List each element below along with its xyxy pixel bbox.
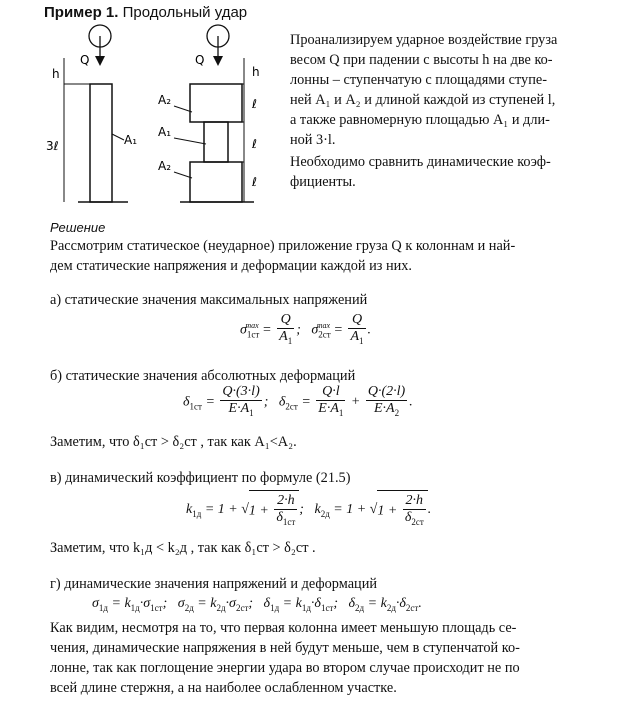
section-b-note: Заметим, что δ₁ст > δ₂ст , так как A₁<A₂. <box>50 434 297 450</box>
solution-line: Рассмотрим статическое (неударное) приложение груза Q к колоннам и най- <box>50 238 516 254</box>
conclusion-line: чения, динамические напряжения в ней будут меньше, чем в ступенчатой ко- <box>50 640 520 656</box>
step-bottom <box>190 162 242 202</box>
intro-line: ней A₁ и A₂ и длиной каждой из ступеней l, <box>290 92 556 108</box>
intro-task-line: Необходимо сравнить динамические коэф- <box>290 154 551 170</box>
intro-line: а также равномерную площадью A₁ и дли- <box>290 112 550 128</box>
section-c-label: в) динамический коэффициент по формуле (21.5) <box>50 470 351 486</box>
formula-d: $\sigma_{1д} = k_{1д}\cdot\sigma_{1ст}$; $\sigma_{2д} = k_{2д}\cdot\sigma_{2ст}$; $\delta_{1д} = k_{1д}\cdot\delta_{1ст}$; $\delta_{2д} = k_{2д}\cdot\delta_{2ст}$. <box>92 596 422 613</box>
solution-line: дем статические напряжения и деформации каждой из них. <box>50 258 412 274</box>
left-area-label: A₁ <box>124 133 138 147</box>
formula-b: $\delta_{1ст}$ = $\frac{Q\cdot(3\cdot l)}{E\cdot A_1}$ ; $\delta_{2ст}$ = $\frac{Q\cdot l}{E\cdot A_1}$ + $\frac{Q\cdot(2\cdot l)}{E\cdot A_2}$ . <box>183 384 413 418</box>
intro-line: весом Q при падении с высоты h на две ко- <box>290 52 553 68</box>
intro-paragraph <box>290 30 590 150</box>
intro-line: ной 3·l. <box>290 132 336 148</box>
right-l2-label: ℓ <box>252 137 257 151</box>
columns-figure <box>40 22 280 208</box>
section-b-label: б) статические значения абсолютных деформаций <box>50 368 356 384</box>
intro-line: лонны – ступенчатую с площадями ступе- <box>290 72 547 88</box>
right-a2-bot-label: A₂ <box>158 159 172 173</box>
left-load-label: Q <box>80 53 90 67</box>
intro-line: Проанализируем ударное воздействие груза <box>290 32 558 48</box>
section-a-label: а) статические значения максимальных напряжений <box>50 292 368 308</box>
step-middle <box>204 122 228 162</box>
left-h-label: h <box>52 67 60 81</box>
conclusion-line: Как видим, несмотря на то, что первая колонна имеет меньшую площадь се- <box>50 620 517 636</box>
right-a1-label: A₁ <box>158 125 172 139</box>
right-h-label: h <box>252 65 260 79</box>
formula-c: $k_{1д} = 1 + √1$ + $\frac{2\cdot h}{\delta_{1ст}}$ ; $k_{2д} = 1 + √1$ + $\frac{2\cdot h}{\delta_{2ст}}$ . <box>186 490 431 530</box>
solution-text <box>50 236 590 276</box>
example-title <box>44 4 247 21</box>
uniform-column <box>90 84 112 202</box>
formula-a: $\sigma_{1ст}^{max}$ = $\frac{Q}{A_1}$ ; $\sigma_{2ст}^{max}$ = $\frac{Q}{A_1}$ . <box>240 312 372 346</box>
intro-task <box>290 152 590 192</box>
intro-task-line: фициенты. <box>290 174 356 190</box>
right-load-label: Q <box>195 53 205 67</box>
right-l3-label: ℓ <box>252 175 257 189</box>
example-heading: Продольный удар <box>118 4 248 21</box>
right-a2-top-label: A₂ <box>158 93 172 107</box>
left-length-label: 3ℓ <box>46 139 59 153</box>
right-load <box>207 25 229 66</box>
conclusion-paragraph <box>50 618 590 698</box>
section-d-label: г) динамические значения напряжений и деформаций <box>50 576 377 592</box>
section-c-note: Заметим, что k₁д < k₂д , так как δ₁ст > δ₂ст . <box>50 540 316 556</box>
conclusion-line: всей длине стержня, а на наиболее ослабленном участке. <box>50 680 397 696</box>
right-l1-label: ℓ <box>252 97 257 111</box>
conclusion-line: лонне, так как поглощение энергии удара во втором случае происходит не по <box>50 660 520 676</box>
step-top <box>190 84 242 122</box>
left-load <box>89 25 111 66</box>
example-number: Пример 1. <box>44 4 119 21</box>
solution-label: Решение <box>50 220 106 235</box>
